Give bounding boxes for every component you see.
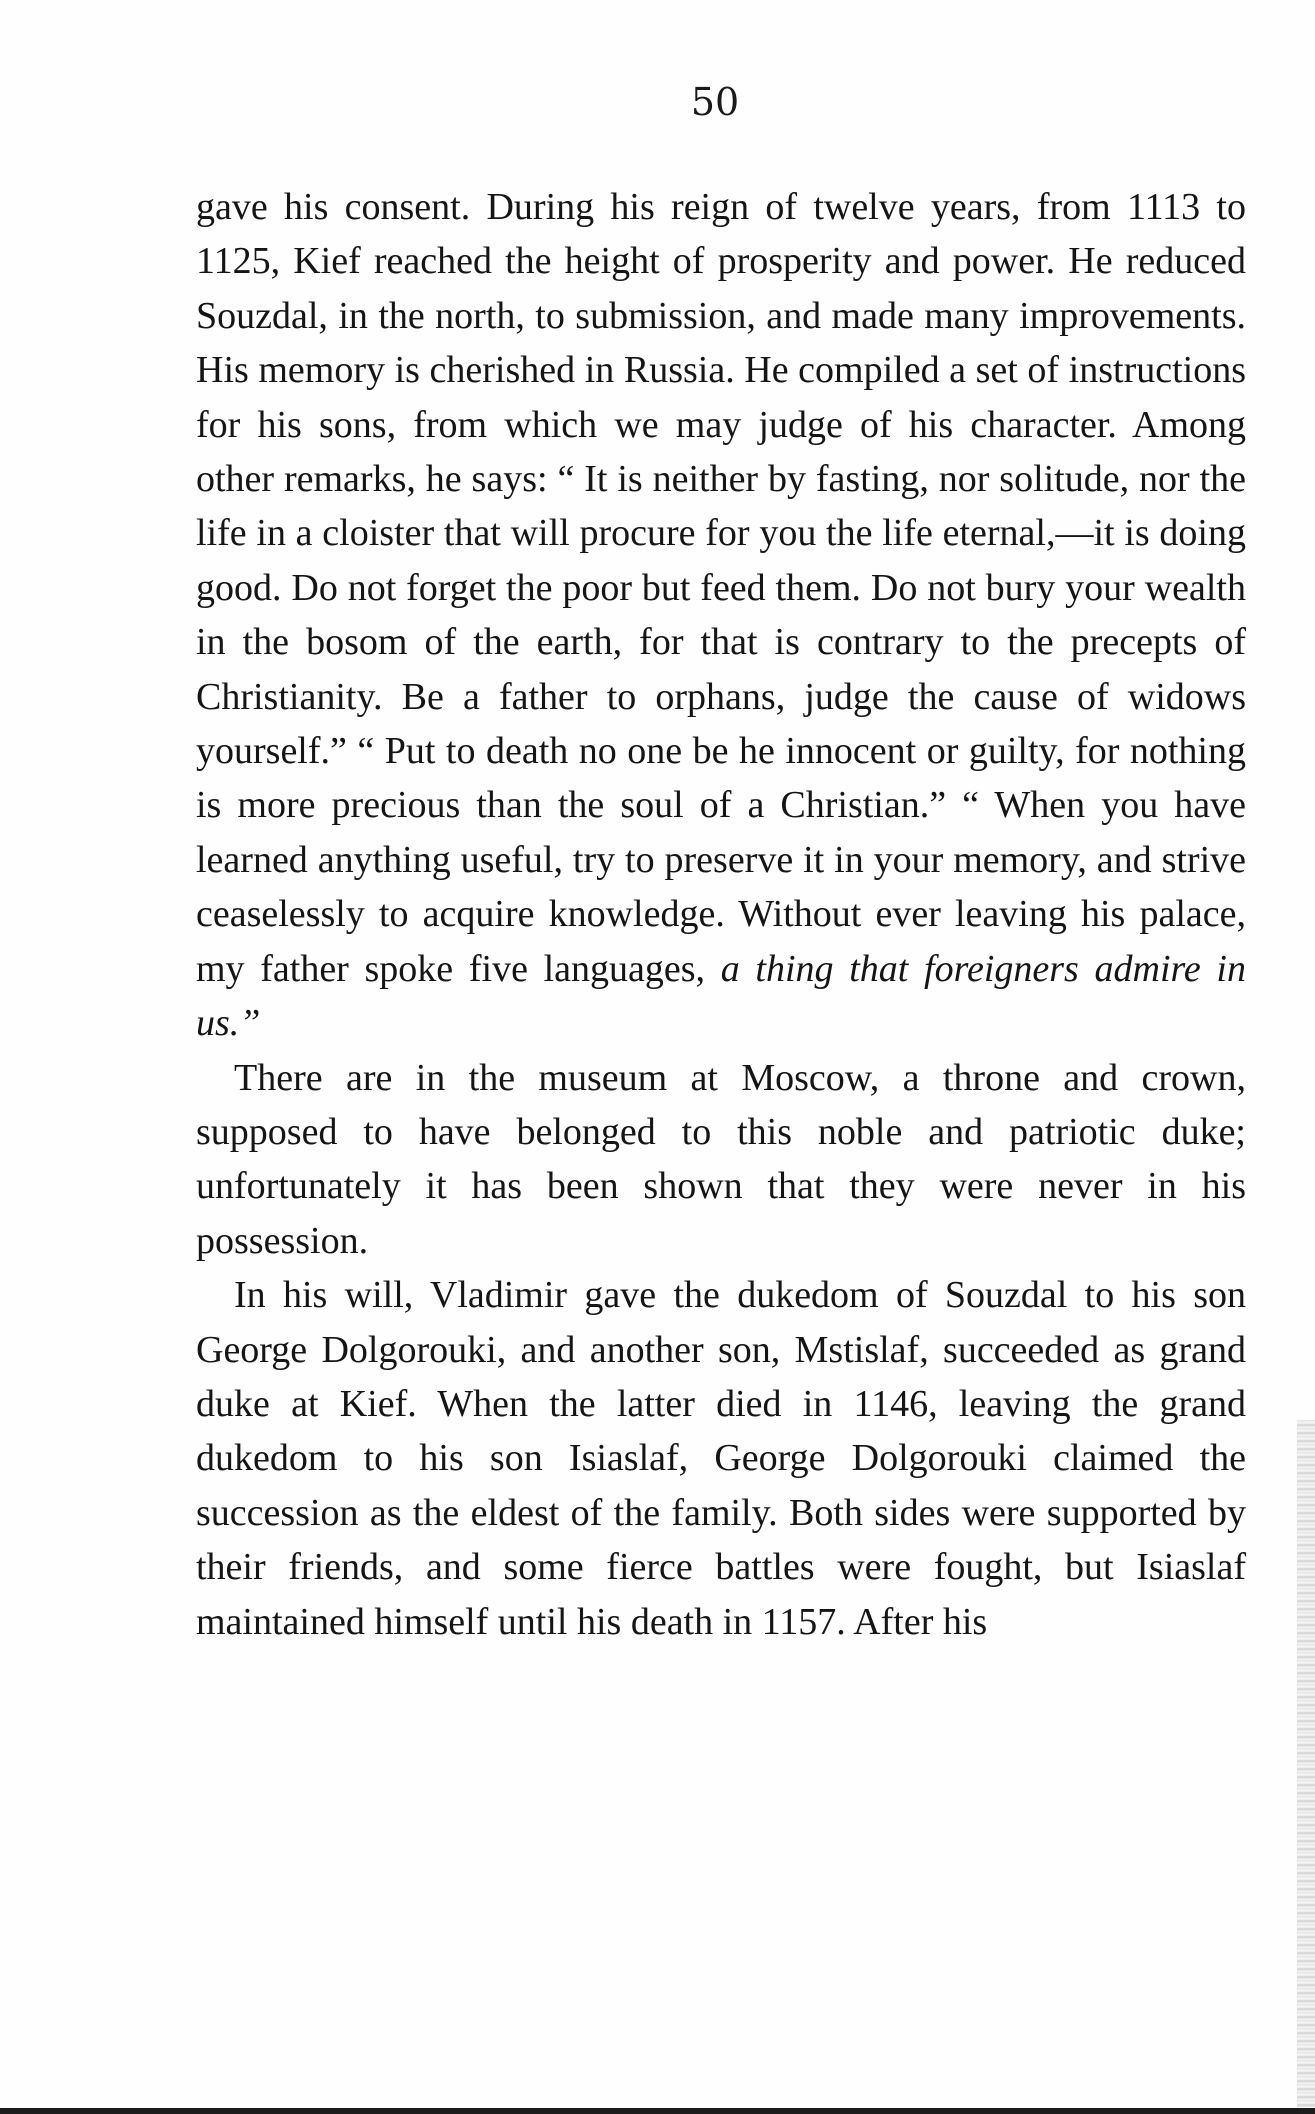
page-number: 50 (690, 80, 740, 124)
paragraph-1-italic-quote: a thing that foreigners admire in us.” (196, 947, 1246, 1045)
paragraph-2 (196, 1051, 1246, 1269)
paragraph-1-text: gave his consent. During his reign of twelve years, from 1113 to 1125, Kief reached the height of prosperity and power. He reduced Souzdal, in the north, to submission, and made many improvements. His memory is cherished in Russia. He compiled a set of instructions for his sons, from which we may judge of his character. Among other remarks, he says: “ It is neither by fasting, nor solitude, nor the life in a cloister that will procure for you the life eternal,—it is doing good. Do not forget the poor but feed them. Do not bury your wealth in the bosom of the earth, for that is contrary to the precepts of Christianity. Be a father to orphans, judge the cause of widows yourself.” “ Put to death no one be he innocent or guilty, for nothing is more precious than the soul of a Christian.” “ When you have learned anything useful, try to preserve it in your memory, and strive ceaselessly to acquire knowledge. Without ever leaving his palace, my father spoke five languages, (196, 186, 1246, 990)
paragraph-2-text: There are in the museum at Moscow, a throne and crown, supposed to have belonged to this noble and patriotic duke; unfortunately it has been shown that they were never in his possession. (196, 1056, 1246, 1262)
paragraph-3 (196, 1268, 1246, 1649)
body-text (196, 180, 1246, 1649)
paragraph-1 (196, 180, 1246, 1051)
page-edge-shadow (1297, 1420, 1315, 2110)
page-bottom-edge (0, 2108, 1315, 2114)
paragraph-3-text: In his will, Vladimir gave the dukedom of Souzdal to his son George Dolgorouki, and another son, Mstislaf, succeeded as grand duke at Kief. When the latter died in 1146, leaving the grand dukedom to his son Isiaslaf, George Dolgorouki claimed the succession as the eldest of the family. Both sides were supported by their friends, and some fierce battles were fought, but Isiaslaf maintained himself until his death in 1157. After his (196, 1274, 1246, 1643)
